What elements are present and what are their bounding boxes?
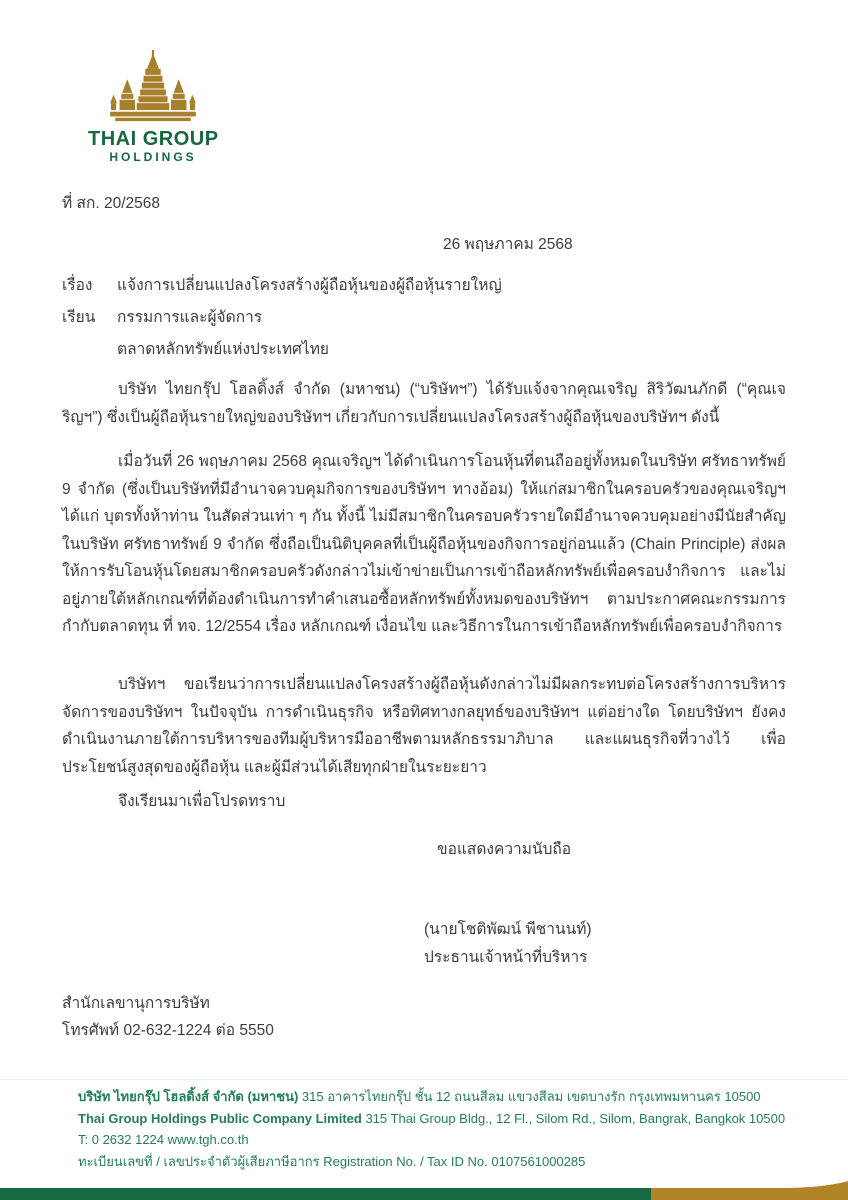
pagoda-icon bbox=[88, 50, 218, 122]
bottom-bar bbox=[0, 1180, 848, 1200]
company-logo bbox=[88, 50, 218, 165]
footer-line-th bbox=[78, 1086, 818, 1108]
footer bbox=[78, 1086, 818, 1172]
bottom-bar-green bbox=[0, 1188, 651, 1200]
footer-address-th: 315 อาคารไทยกรุ๊ป ชั้น 12 ถนนสีลม แขวงสีลม เขตบางรัก กรุงเทพมหานคร 10500 bbox=[298, 1089, 761, 1104]
body-paragraph-1: บริษัท ไทยกรุ๊ป โฮลดิ้งส์ จำกัด (มหาชน) (“บริษัทฯ”) ได้รับแจ้งจากคุณเจริญ สิริวัฒนภักดี (“คุณเจริญฯ”) ซึ่งเป็นผู้ถือหุ้นรายใหญ่ของบริษัทฯ เกี่ยวกับการเปลี่ยนแปลงโครงสร้างผู้ถือหุ้นของบริษัทฯ ดังนี้ bbox=[62, 381, 786, 426]
footer-registration: ทะเบียนเลขที่ / เลขประจำตัวผู้เสียภาษีอากร Registration No. / Tax ID No. 0107561000285 bbox=[78, 1153, 586, 1169]
closing-line: จึงเรียนมาเพื่อโปรดทราบ bbox=[118, 793, 286, 810]
footer-tel-web: T: 0 2632 1224 www.tgh.co.th bbox=[78, 1132, 249, 1147]
footer-company-th: บริษัท ไทยกรุ๊ป โฮลดิ้งส์ จำกัด (มหาชน) bbox=[78, 1089, 299, 1104]
contact-phone: โทรศัพท์ 02-632-1224 ต่อ 5550 bbox=[62, 1022, 274, 1039]
recipient-row bbox=[62, 304, 786, 332]
logo-text-secondary: HOLDINGS bbox=[109, 150, 197, 164]
recipient-line2: ตลาดหลักทรัพย์แห่งประเทศไทย bbox=[117, 341, 329, 358]
body-paragraph-3: บริษัทฯ ขอเรียนว่าการเปลี่ยนแปลงโครงสร้างผู้ถือหุ้นดังกล่าวไม่มีผลกระทบต่อโครงสร้างการบริหารจัดการของบริษัทฯ ในปัจจุบัน การดำเนินธุรกิจ หรือทิศทางกลยุทธ์ของบริษัทฯ แต่อย่างใด โดยบริษัทฯ ยังคงดำเนินงานภายใต้การบริหารของทีมผู้บริหารมืออาชีพตามหลักธรรมาภิบาล และแผนธุรกิจที่วางไว้ เพื่อประโยชน์สูงสุดของผู้ถือหุ้น และผู้มีส่วนได้เสียทุกฝ่ายในระยะยาว bbox=[62, 676, 786, 776]
letter-date: 26 พฤษภาคม 2568 bbox=[443, 236, 573, 253]
salutation: ขอแสดงความนับถือ bbox=[437, 841, 572, 858]
body-paragraph-2: เมื่อวันที่ 26 พฤษภาคม 2568 คุณเจริญฯ ได้ดำเนินการโอนหุ้นที่ตนถืออยู่ทั้งหมดในบริษัท ศรัทธาทรัพย์ 9 จำกัด (ซึ่งเป็นบริษัทที่มีอำนาจควบคุมกิจการของบริษัทฯ ทางอ้อม) ให้แก่สมาชิกในครอบครัวของคุณเจริญฯ ได้แก่ บุตรทั้งห้าท่าน ในสัดส่วนเท่า ๆ กัน ทั้งนี้ ไม่มีสมาชิกในครอบครัวรายใดมีอำนาจควบคุมอย่างมีนัยสำคัญในบริษัท ศรัทธาทรัพย์ 9 จำกัด ซึ่งถือเป็นนิติบุคคลที่เป็นผู้ถือหุ้นของกิจการอยู่ก่อนแล้ว (Chain Principle) ส่งผลให้การรับโอนหุ้นโดยสมาชิกครอบครัวดังกล่าวไม่เข้าข่ายเป็นการเข้าถือหลักทรัพย์เพื่อครอบงำกิจการ และไม่อยู่ภายใต้หลักเกณฑ์ที่ต้องดำเนินการทำคำเสนอซื้อหลักทรัพย์ทั้งหมดของบริษัทฯ ตามประกาศคณะกรรมการกำกับตลาดทุน ที่ ทจ. 12/2554 เรื่อง หลักเกณฑ์ เงื่อนไข และวิธีการในการเข้าถือหลักทรัพย์เพื่อครอบงำกิจการ bbox=[62, 453, 786, 635]
footer-line-en bbox=[78, 1108, 818, 1130]
subject-label: เรื่อง bbox=[62, 277, 93, 294]
recipient-line1: กรรมการและผู้จัดการ bbox=[117, 309, 263, 326]
footer-address-en: 315 Thai Group Bldg., 12 Fl., Silom Rd., Silom, Bangrak, Bangkok 10500 bbox=[361, 1110, 786, 1126]
contact-department: สำนักเลขานุการบริษัท bbox=[62, 995, 210, 1012]
bottom-bar-gold bbox=[651, 1181, 848, 1200]
signer-name: (นายโชติพัฒน์ พีชานนท์) bbox=[424, 921, 592, 938]
recipient-label: เรียน bbox=[62, 309, 96, 326]
signer-title: ประธานเจ้าหน้าที่บริหาร bbox=[424, 949, 588, 966]
logo-text-primary: THAI GROUP bbox=[88, 128, 219, 150]
ref-number: ที่ สก. 20/2568 bbox=[62, 195, 161, 212]
subject-text: แจ้งการเปลี่ยนแปลงโครงสร้างผู้ถือหุ้นของผู้ถือหุ้นรายใหญ่ bbox=[117, 277, 502, 294]
footer-company-en: Thai Group Holdings Public Company Limited bbox=[78, 1110, 362, 1126]
footer-divider bbox=[0, 1079, 848, 1080]
subject-row bbox=[62, 272, 786, 300]
